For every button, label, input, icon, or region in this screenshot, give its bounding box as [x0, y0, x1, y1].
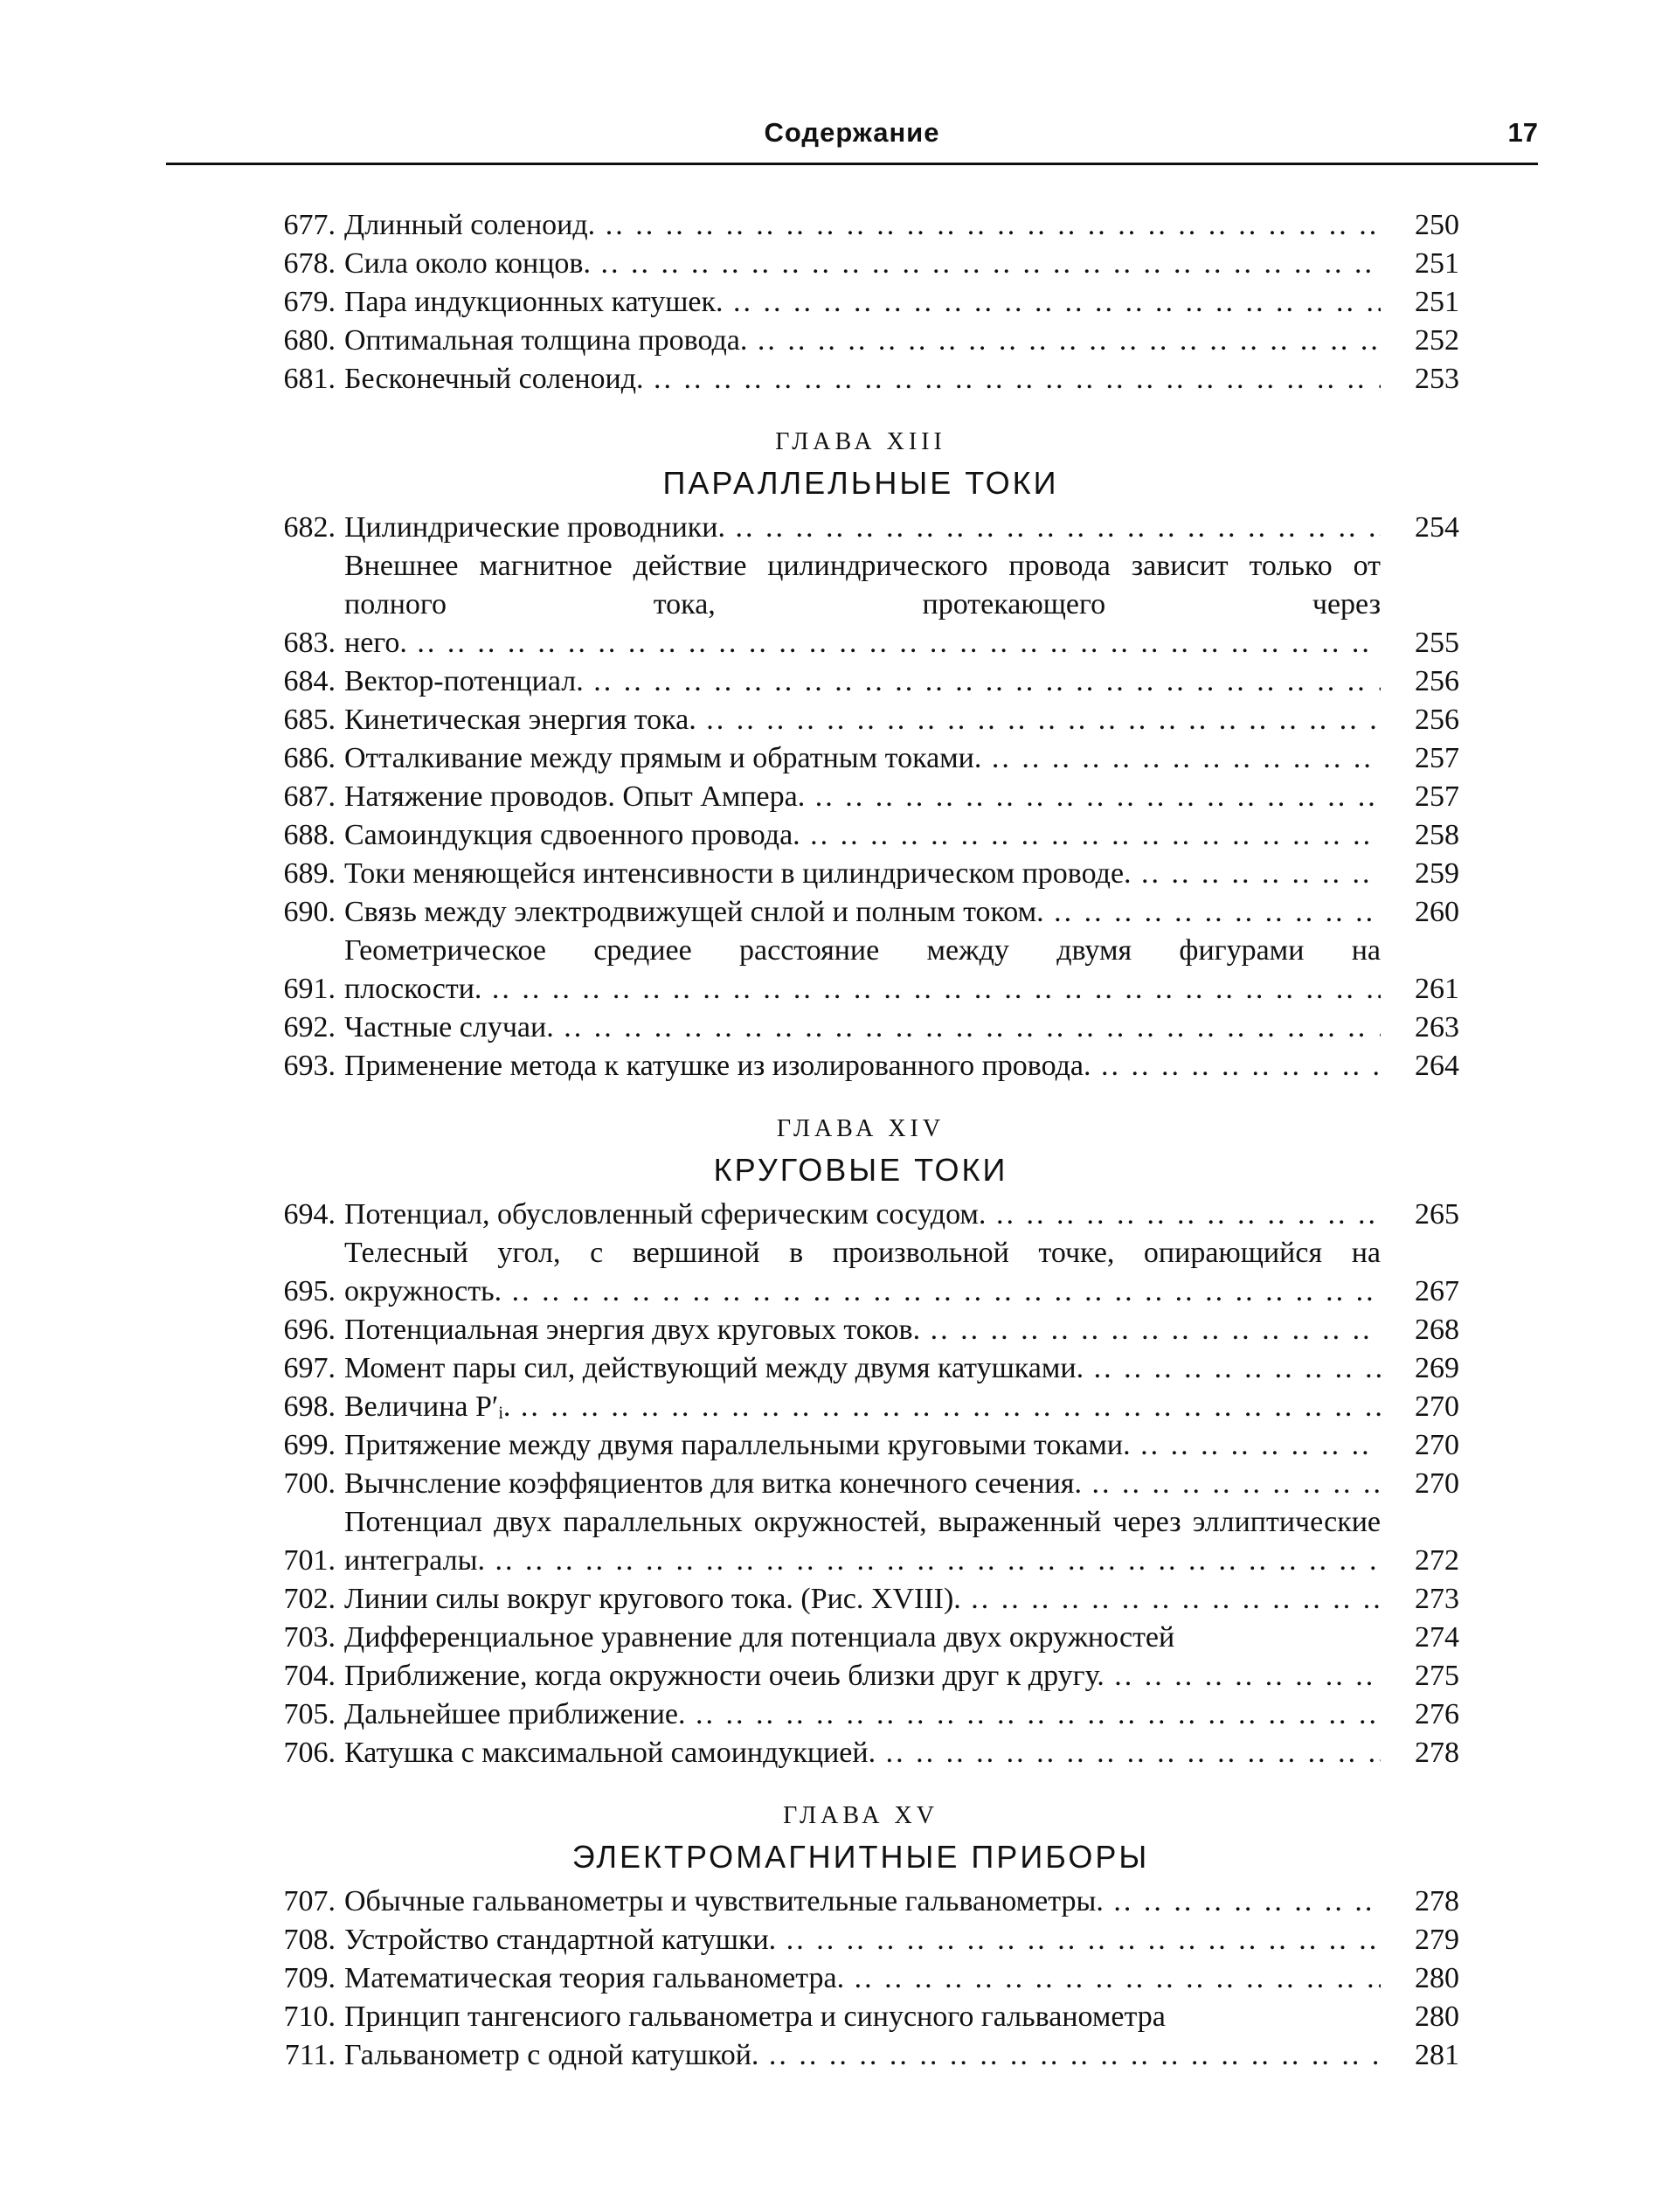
- entry-page: 273: [1415, 1583, 1459, 1615]
- entry-page: 263: [1415, 1011, 1459, 1044]
- entry-number: 706.: [283, 1737, 336, 1769]
- toc-entry[interactable]: [262, 932, 1459, 1009]
- entry-page: 269: [1415, 1352, 1459, 1384]
- toc-entry[interactable]: [262, 509, 1459, 547]
- toc-entry[interactable]: [262, 701, 1459, 739]
- entry-page: 264: [1415, 1050, 1459, 1082]
- entry-number: 693.: [283, 1050, 336, 1082]
- entry-page: 275: [1415, 1660, 1459, 1692]
- entry-number: 704.: [283, 1660, 336, 1692]
- chapter-label: ГЛАВА XIV: [776, 1115, 945, 1142]
- entry-title: Отталкивание между прямым и обратным токами. .. ..: [344, 742, 1381, 774]
- entry-number: 678.: [283, 247, 336, 280]
- entry-number: 685.: [283, 704, 336, 736]
- toc-entry[interactable]: [262, 1998, 1459, 2036]
- entry-page: 251: [1415, 247, 1459, 280]
- toc-entry[interactable]: [262, 1883, 1459, 1921]
- entry-title: Вектор-потенциал. .. ..: [344, 665, 1381, 697]
- entry-page: 260: [1415, 896, 1459, 928]
- entry-page: 268: [1415, 1314, 1459, 1346]
- entry-page: 270: [1415, 1390, 1459, 1423]
- entry-number: 683.: [283, 627, 336, 659]
- entry-title: Величина P′ᵢ. .. ..: [344, 1390, 1381, 1423]
- entry-number: 680.: [283, 324, 336, 357]
- toc-entry[interactable]: [262, 1047, 1459, 1085]
- page-title: Содержание: [764, 117, 940, 148]
- entry-page: 257: [1415, 780, 1459, 813]
- entry-title: Бесконечный соленоид. .. ..: [344, 363, 1381, 395]
- toc-entry[interactable]: [262, 855, 1459, 893]
- toc-entry[interactable]: [262, 1426, 1459, 1465]
- entry-page: 267: [1415, 1275, 1459, 1307]
- toc-entry[interactable]: [262, 1465, 1459, 1503]
- entry-title: Самоиндукция сдвоенного провода. .. ..: [344, 819, 1381, 851]
- entry-number: 698.: [283, 1390, 336, 1423]
- entry-page: 272: [1415, 1544, 1459, 1577]
- toc-entry[interactable]: [262, 1234, 1459, 1311]
- toc-entry[interactable]: [262, 1580, 1459, 1619]
- entry-page: 265: [1415, 1198, 1459, 1231]
- entry-title: Потенциальная энергия двух круговых токов. .. ..: [344, 1314, 1381, 1346]
- entry-title: Геометрическое средиее расстояние между двумя фигурами на плоскости. .. ..: [344, 934, 1381, 1005]
- entry-title: Обычные гальванометры и чувствительные гальванометры. .. ..: [344, 1885, 1381, 1917]
- toc-entry[interactable]: [262, 1695, 1459, 1734]
- toc-entry[interactable]: [262, 1009, 1459, 1047]
- toc-entry[interactable]: [262, 283, 1459, 322]
- toc-entry[interactable]: [262, 1734, 1459, 1772]
- chapter-title: ЭЛЕКТРОМАГНИТНЫЕ ПРИБОРЫ: [571, 1839, 1150, 1875]
- toc-entry[interactable]: [262, 1196, 1459, 1234]
- entry-title: Потенциал двух параллельных окружностей, выраженный через эллиптические интегралы. .. ..: [344, 1506, 1381, 1577]
- toc-entry[interactable]: [262, 360, 1459, 399]
- toc-entry[interactable]: [262, 778, 1459, 816]
- entry-title: Потенциал, обусловленный сферическим сосудом. .. ..: [344, 1198, 1381, 1231]
- entry-title: Момент пары сил, действующий между двумя катушками. .. ..: [344, 1352, 1381, 1384]
- entry-title: Дифференциальное уравнение для потенциала двух окружностей: [344, 1621, 1175, 1654]
- table-of-contents: [262, 206, 1459, 2075]
- entry-page: 278: [1415, 1885, 1459, 1917]
- entry-title: Токи меняющейся интенсивности в цилиндрическом проводе. .. ..: [344, 857, 1381, 890]
- entry-title: Применение метода к катушке из изолированного провода. .. ..: [344, 1050, 1381, 1082]
- entry-number: 708.: [283, 1924, 336, 1956]
- entry-title: Пара индукционных катушек. .. ..: [344, 286, 1381, 318]
- entry-number: 699.: [283, 1429, 336, 1461]
- entry-title: Цилиндрические проводники. .. ..: [344, 511, 1381, 544]
- entry-title: Длинный соленоид. .. ..: [344, 209, 1381, 241]
- entry-title: Телесный угол, с вершиной в произвольной точке, опирающийся на окружность. .. ..: [344, 1237, 1381, 1307]
- entry-number: 710.: [283, 2001, 336, 2033]
- toc-entry[interactable]: [262, 1311, 1459, 1349]
- entry-number: 697.: [283, 1352, 336, 1384]
- page-number: 17: [1507, 117, 1538, 148]
- toc-entry[interactable]: [262, 1349, 1459, 1388]
- entry-page: 280: [1415, 1962, 1459, 1994]
- entry-title: Притяжение между двумя параллельными круговыми токами. .. ..: [344, 1429, 1381, 1461]
- entry-number: 702.: [283, 1583, 336, 1615]
- chapter-label: ГЛАВА XIII: [775, 428, 946, 455]
- entry-title: Кинетическая энергия тока. .. ..: [344, 704, 1381, 736]
- entry-title: Внешнее магнитное действие цилиндрического провода зависит только от полного тока, протекающего через него. .. ..: [344, 550, 1381, 659]
- entry-page: 270: [1415, 1429, 1459, 1461]
- toc-entry[interactable]: [262, 1619, 1459, 1657]
- chapter-title: ПАРАЛЛЕЛЬНЫЕ ТОКИ: [662, 465, 1059, 501]
- chapter-label: ГЛАВА XV: [783, 1802, 938, 1829]
- entry-page: 280: [1415, 2001, 1459, 2033]
- entry-page: 279: [1415, 1924, 1459, 1956]
- entry-number: 687.: [283, 780, 336, 813]
- entry-page: 274: [1415, 1621, 1459, 1654]
- entry-title: Приближение, когда окружности очеиь близки друг к другу. .. ..: [344, 1660, 1381, 1692]
- entry-page: 255: [1415, 627, 1459, 659]
- entry-number: 695.: [283, 1275, 336, 1307]
- toc-entry[interactable]: [262, 547, 1459, 662]
- entry-number: 700.: [283, 1467, 336, 1500]
- entry-page: 276: [1415, 1698, 1459, 1730]
- entry-page: 250: [1415, 209, 1459, 241]
- toc-entry[interactable]: [262, 245, 1459, 283]
- entry-number: 682.: [283, 511, 336, 544]
- toc-entry[interactable]: [262, 893, 1459, 932]
- entry-number: 681.: [283, 363, 336, 395]
- entry-page: 256: [1415, 704, 1459, 736]
- entry-page: 251: [1415, 286, 1459, 318]
- toc-entry[interactable]: [262, 816, 1459, 855]
- toc-entry[interactable]: [262, 322, 1459, 360]
- entry-page: 257: [1415, 742, 1459, 774]
- toc-entry[interactable]: [262, 739, 1459, 778]
- entry-title: Связь между электродвижущей снлой и полным током. .. ..: [344, 896, 1381, 928]
- entry-title: Гальванометр с одной катушкой. .. ..: [344, 2039, 1381, 2071]
- entry-page: 278: [1415, 1737, 1459, 1769]
- entry-page: 253: [1415, 363, 1459, 395]
- entry-number: 691.: [283, 973, 336, 1005]
- entry-page: 258: [1415, 819, 1459, 851]
- entry-title: Вычнсление коэффяциентов для витка конечного сечения. .. ..: [344, 1467, 1381, 1500]
- entry-title: Катушка с максимальной самоиндукцией. .. ..: [344, 1737, 1381, 1769]
- entry-page: 281: [1415, 2039, 1459, 2071]
- entry-page: 261: [1415, 973, 1459, 1005]
- entry-number: 684.: [283, 665, 336, 697]
- entry-page: 270: [1415, 1467, 1459, 1500]
- toc-entry[interactable]: [262, 662, 1459, 701]
- entry-number: 696.: [283, 1314, 336, 1346]
- entry-number: 711.: [284, 2039, 336, 2071]
- entry-title: Дальнейшее приближение. .. ..: [344, 1698, 1381, 1730]
- entry-number: 709.: [283, 1962, 336, 1994]
- toc-entry[interactable]: [262, 1921, 1459, 1959]
- page-header: [166, 110, 1538, 165]
- entry-page: 256: [1415, 665, 1459, 697]
- entry-page: 254: [1415, 511, 1459, 544]
- entry-number: 689.: [283, 857, 336, 890]
- entry-title: Принцип тангенсиого гальванометра и синусного гальванометра: [344, 2001, 1166, 2033]
- toc-entry[interactable]: [262, 1388, 1459, 1426]
- entry-number: 679.: [283, 286, 336, 318]
- entry-title: Устройство стандартной катушки. .. ..: [344, 1924, 1381, 1956]
- entry-number: 705.: [283, 1698, 336, 1730]
- entry-number: 688.: [283, 819, 336, 851]
- entry-number: 701.: [283, 1544, 336, 1577]
- entry-page: 259: [1415, 857, 1459, 890]
- entry-title: Математическая теория гальванометра. .. ..: [344, 1962, 1381, 1994]
- entry-number: 686.: [283, 742, 336, 774]
- entry-number: 692.: [283, 1011, 336, 1044]
- entry-title: Сила около концов. .. ..: [344, 247, 1381, 280]
- chapter-title: КРУГОВЫЕ ТОКИ: [713, 1152, 1008, 1188]
- entry-number: 690.: [283, 896, 336, 928]
- toc-entry[interactable]: [262, 1959, 1459, 1998]
- entry-page: 252: [1415, 324, 1459, 357]
- entry-title: Натяжение проводов. Опыт Ампера. .. ..: [344, 780, 1381, 813]
- toc-entry[interactable]: [262, 206, 1459, 245]
- entry-number: 694.: [283, 1198, 336, 1231]
- toc-entry[interactable]: [262, 2036, 1459, 2075]
- entry-number: 703.: [283, 1621, 336, 1654]
- toc-entry[interactable]: [262, 1657, 1459, 1695]
- entry-number: 707.: [283, 1885, 336, 1917]
- entry-title: Частные случаи. .. ..: [344, 1011, 1381, 1044]
- entry-title: Оптимальная толщина провода. .. ..: [344, 324, 1381, 357]
- entry-title: Линии силы вокруг кругового тока. (Рис. XVIII). .. ..: [344, 1583, 1381, 1615]
- toc-entry[interactable]: [262, 1503, 1459, 1580]
- entry-number: 677.: [283, 209, 336, 241]
